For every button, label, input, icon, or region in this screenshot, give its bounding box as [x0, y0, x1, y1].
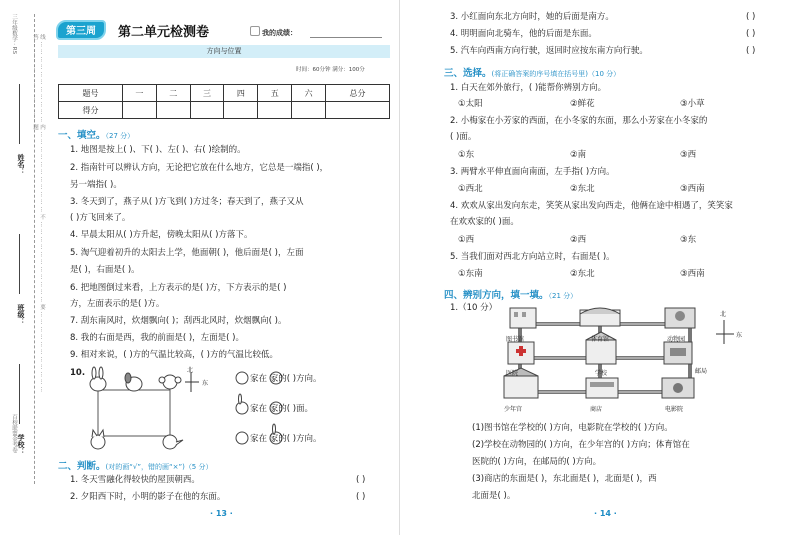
table-cell: 六 — [292, 85, 326, 102]
class-line — [19, 234, 20, 294]
score-input-cell[interactable] — [156, 102, 190, 119]
question: 8. 我的右面是西，我的前面是( )，左面是( )。 — [70, 333, 244, 343]
name-label: 姓名： — [17, 154, 25, 175]
pencil-icon — [250, 26, 260, 36]
question: (2)学校在动物园的( )方向，在少年宫的( )方向；体育馆在 — [472, 440, 690, 450]
compass-north-label: 北 — [720, 311, 727, 318]
score-label: 我的成绩： — [262, 29, 297, 37]
post-office-building — [664, 342, 692, 364]
time-info: 时间：60分钟 满分：100分 — [296, 67, 365, 73]
table-cell: 三 — [190, 85, 224, 102]
question: 5. 当我们面对西北方向站立时，右面是( )。 — [450, 252, 615, 262]
section-points: （10 分） — [587, 70, 621, 78]
map-label: 邮局 — [695, 368, 708, 375]
answer-blank[interactable]: ( ) — [746, 46, 756, 56]
question: 方，左面表示的是( )方。 — [70, 299, 165, 309]
map-label: 医院 — [506, 370, 519, 377]
option[interactable]: ②鲜花 — [570, 99, 595, 109]
option[interactable]: ③西南 — [680, 269, 705, 279]
map-label: 电影院 — [665, 406, 684, 413]
option[interactable]: ②西 — [570, 235, 587, 245]
cat-icon — [236, 432, 248, 444]
score-input-cell[interactable] — [122, 102, 156, 119]
test-title: 第二单元检测卷 — [118, 25, 210, 40]
question: 2. 指南针可以辨认方向，无论把它放在什么地方，它总是一端指( )， — [70, 163, 329, 173]
score-line — [310, 37, 382, 38]
table-cell: 总分 — [326, 85, 390, 102]
section-title: 二、判断。 — [58, 461, 106, 472]
section-note: (对的画“√”，错的画“×”) — [105, 463, 185, 471]
series-label: 三年级数学 · RS — [11, 14, 17, 55]
question: 4. 早晨太阳从( )方升起，傍晚太阳从( )方落下。 — [70, 230, 253, 240]
table-cell: 一 — [122, 85, 156, 102]
question: 3. 冬天到了，燕子从( )方飞到( )方过冬；春天到了，燕子又从 — [70, 197, 304, 207]
question-number: 10. — [70, 368, 86, 378]
section-note: (将正确答案的序号填在括号里) — [491, 70, 588, 78]
compass-north-label: 北 — [187, 367, 194, 374]
answer-blank[interactable]: ( ) — [356, 475, 366, 485]
option[interactable]: ③小草 — [680, 99, 705, 109]
option[interactable]: ②东北 — [570, 184, 595, 194]
question: 4. 明明面向北骑车，他的后面是东面。 — [450, 29, 597, 39]
question: 北面是( )。 — [472, 491, 516, 501]
question: 9. 相对来说，( )方的气温比较高，( )方的气温比较低。 — [70, 350, 278, 360]
question: 7. 刮东南风时，炊烟飘向( )；刮西北风时，炊烟飘向( )。 — [70, 316, 287, 326]
score-table-header-row — [59, 85, 390, 102]
answer-blank[interactable]: ( ) — [746, 29, 756, 39]
library-building — [510, 308, 536, 328]
section-title: 四、辨别方向，填一填。 — [444, 290, 549, 301]
option[interactable]: ①东南 — [458, 269, 483, 279]
sub-question: 1.（10 分） — [450, 303, 498, 313]
table-cell: 题号 — [59, 85, 123, 102]
question: 另一端指( )。 — [70, 180, 122, 190]
question: 4. 欢欢从家出发向东走，笑笑从家出发向西走，他俩在途中相遇了，笑笑家 — [450, 201, 733, 211]
hospital-building — [508, 342, 534, 364]
rabbit-icon — [90, 367, 106, 391]
option[interactable]: ①西 — [458, 235, 475, 245]
option[interactable]: ③西 — [680, 150, 697, 160]
option[interactable]: ①太阳 — [458, 99, 483, 109]
class-label: 班级： — [17, 304, 25, 325]
map-label: 商店 — [590, 406, 603, 413]
table-cell: 二 — [156, 85, 190, 102]
gym-building — [580, 308, 620, 326]
section-fill-in-header — [58, 127, 134, 141]
question: 在欢欢家的( )面。 — [450, 217, 519, 227]
q10-line-1: 家在 家的( )方向。 — [250, 374, 322, 384]
q10-line-3: 家在 家的( )方向。 — [250, 434, 322, 444]
question: 5. 淘气迎着初升的太阳去上学，他面朝( )，他后面是( )，左面 — [70, 248, 304, 258]
school-line — [19, 364, 20, 424]
section-choice-header — [444, 65, 620, 79]
dog-icon — [125, 373, 142, 391]
table-cell: 四 — [224, 85, 258, 102]
question: 1. 冬天雪融化得较快的屋顶朝西。 — [70, 475, 200, 485]
section-direction-header — [444, 287, 577, 301]
map-label: 体育馆 — [591, 336, 610, 343]
map-label: 动物园 — [667, 336, 686, 343]
monkey-icon — [159, 375, 181, 389]
section-points: （5 分） — [184, 463, 213, 471]
bird-icon — [163, 435, 183, 449]
name-line — [19, 84, 20, 144]
question: 医院的( )方向，在邮局的( )方向。 — [472, 457, 602, 467]
question: 1. 白天在郊外旅行，( )能帮你辨别方向。 — [450, 83, 607, 93]
table-cell: 五 — [258, 85, 292, 102]
answer-blank[interactable]: ( ) — [746, 12, 756, 22]
cinema-building — [662, 378, 694, 398]
store-building — [586, 378, 618, 398]
question: 6. 把地图倒过来看，上方表示的是( )方，下方表示的是( ) — [70, 283, 287, 293]
right-page — [400, 0, 800, 535]
section-points: （21 分） — [548, 292, 578, 300]
question: 3. 小红面向东北方向时，她的后面是南方。 — [450, 12, 614, 22]
question: 3. 两臂水平伸直面向南面，左手指( )方向。 — [450, 167, 615, 177]
question: 2. 夕阳西下时，小明的影子在他的东面。 — [70, 492, 226, 502]
compass-east-label: 东 — [736, 332, 743, 339]
map-label: 少年宫 — [504, 406, 523, 413]
section-title: 一、填空。 — [58, 130, 106, 141]
week-badge: 第三周 — [56, 20, 106, 40]
section-title: 三、选择。 — [444, 68, 492, 79]
question: 1. 地图是按上( )、下( )、左( )、右( )绘制的。 — [70, 145, 246, 155]
score-table — [58, 84, 390, 119]
option[interactable]: ②东北 — [570, 269, 595, 279]
page-number: · 13 · — [210, 509, 233, 518]
zoo-building — [665, 308, 695, 328]
brand-label: 百校联盟金考卷 — [11, 414, 17, 453]
question: 5. 汽车向西南方向行驶，返回时应按东南方向行驶。 — [450, 46, 648, 56]
monkey-icon — [236, 372, 248, 384]
question: ( )方飞回来了。 — [70, 213, 131, 223]
score-input-cell[interactable] — [292, 102, 326, 119]
score-table-score-row — [59, 102, 390, 119]
option[interactable]: ①西北 — [458, 184, 483, 194]
score-input-cell[interactable] — [190, 102, 224, 119]
q10-line-2: 家在 家的( )面。 — [250, 404, 314, 414]
answer-blank[interactable]: ( ) — [356, 492, 366, 502]
option[interactable]: ③西南 — [680, 184, 705, 194]
score-input-cell[interactable] — [224, 102, 258, 119]
map-label: 学校 — [595, 370, 608, 377]
cut-line-text: 线……………………………内……………………………不……………………………要……………………………答……………………………题 — [32, 34, 45, 394]
option[interactable]: ①东 — [458, 150, 475, 160]
question: ( )面。 — [450, 132, 477, 142]
school-label: 学校： — [17, 434, 25, 455]
question: (1)图书馆在学校的( )方向，电影院在学校的( )方向。 — [472, 423, 673, 433]
rabbit-icon — [236, 394, 248, 414]
score-input-cell[interactable] — [326, 102, 390, 119]
table-cell: 得分 — [59, 102, 123, 119]
map-label: 图书馆 — [506, 336, 525, 343]
question: 2. 小梅家在小芳家的西面，在小冬家的东面，那么小芳家在小冬家的 — [450, 116, 708, 126]
question: 是( )，右面是( )。 — [70, 265, 140, 275]
section-points: （27 分） — [105, 132, 135, 140]
town-map — [500, 306, 710, 418]
option[interactable]: ②南 — [570, 150, 587, 160]
unit-subtitle: 方向与位置 — [58, 45, 390, 58]
question: (3)商店的东面是( )，东北面是( )，北面是( )，西 — [472, 474, 657, 484]
score-input-cell[interactable] — [258, 102, 292, 119]
page-number: · 14 · — [594, 509, 617, 518]
binding-margin — [4, 4, 44, 494]
option[interactable]: ③东 — [680, 235, 697, 245]
section-judge-header — [58, 458, 213, 472]
compass-east-label: 东 — [202, 380, 209, 387]
